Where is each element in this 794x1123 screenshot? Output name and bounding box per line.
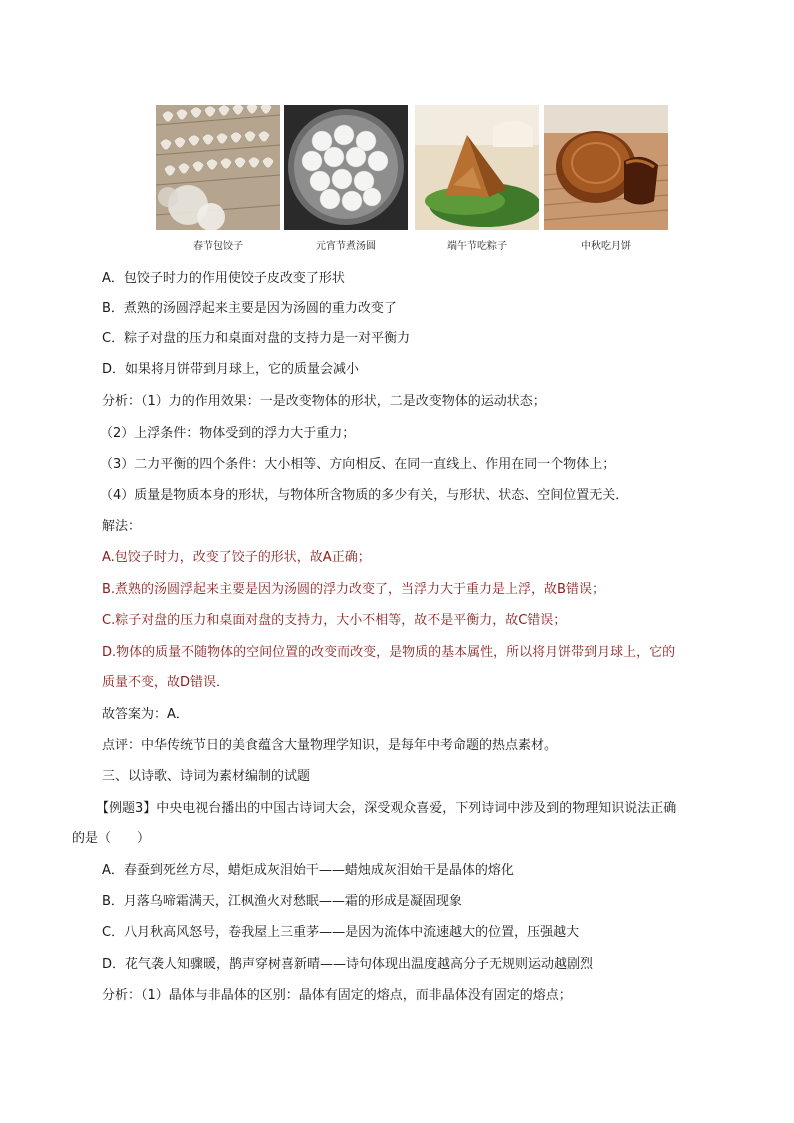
- dumplings-photo: [156, 105, 280, 230]
- option-c: C．粽子对盘的压力和桌面对盘的支持力是一对平衡力: [102, 331, 411, 346]
- figure-caption: 春节包饺子: [193, 241, 243, 252]
- answer: 故答案为：A．: [102, 707, 189, 722]
- option-a: A．包饺子时力的作用使饺子皮改变了形状: [102, 271, 345, 286]
- example-option-d: D．花气袭人知骤暖，鹊声穿树喜新晴——诗句体现出温度越高分子无规则运动越剧烈: [102, 957, 594, 972]
- example-3-question-cont: 的是（ ）: [72, 831, 151, 846]
- example-option-c: C．八月秋高风怒号，卷我屋上三重茅——是因为流体中流速越大的位置，压强越大: [102, 925, 580, 940]
- option-b: B．煮熟的汤圆浮起来主要是因为汤圆的重力改变了: [102, 301, 397, 316]
- section-heading: 三、以诗歌、诗词为素材编制的试题: [102, 769, 311, 784]
- figure-caption: 元宵节煮汤圆: [316, 241, 376, 252]
- analysis-1: 分析：（1）力的作用效果：一是改变物体的形状，二是改变物体的运动状态；: [102, 394, 546, 409]
- zongzi-photo: [415, 105, 539, 230]
- solution-b: B.煮熟的汤圆浮起来主要是因为汤圆的浮力改变了，当浮力大于重力是上浮，故B错误；: [102, 582, 605, 597]
- example-option-a: A．春蚕到死丝方尽，蜡炬成灰泪始干——蜡烛成灰泪始干是晶体的熔化: [102, 863, 514, 878]
- tangyuan-photo: [284, 105, 408, 230]
- solution-heading: 解法：: [102, 519, 142, 534]
- example-analysis-1: 分析：（1）晶体与非晶体的区别：晶体有固定的熔点，而非晶体没有固定的熔点；: [102, 988, 572, 1003]
- analysis-3: （3）二力平衡的四个条件：大小相等、方向相反、在同一直线上、作用在同一个物体上；: [100, 457, 616, 472]
- figure-caption: 端午节吃粽子: [447, 241, 507, 252]
- solution-d: D.物体的质量不随物体的空间位置的改变而改变，是物质的基本属性，所以将月饼带到月球上，它的: [102, 645, 676, 660]
- solution-d-cont: 质量不变，故D错误．: [102, 675, 230, 690]
- mooncake-photo: [544, 105, 668, 230]
- comment: 点评：中华传统节日的美食蕴含大量物理学知识，是每年中考命题的热点素材。: [102, 738, 558, 753]
- example-option-b: B．月落乌啼霜满天，江枫渔火对愁眠——霜的形成是凝固现象: [102, 894, 462, 909]
- figure-caption: 中秋吃月饼: [581, 241, 631, 252]
- solution-c: C.粽子对盘的压力和桌面对盘的支持力，大小不相等，故不是平衡力，故C错误；: [102, 613, 567, 628]
- option-d: D．如果将月饼带到月球上，它的质量会减小: [102, 362, 360, 377]
- solution-a: A.包饺子时力，改变了饺子的形状，故A正确；: [102, 550, 371, 565]
- example-3-question: 【例题3】中央电视台播出的中国古诗词大会，深受观众喜爱，下列诗词中涉及到的物理知识说法正确: [96, 801, 677, 816]
- festival-food-figures: [156, 105, 668, 255]
- analysis-4: （4）质量是物质本身的形状，与物体所含物质的多少有关，与形状、状态、空间位置无关．: [100, 488, 629, 503]
- analysis-2: （2）上浮条件：物体受到的浮力大于重力；: [100, 426, 356, 441]
